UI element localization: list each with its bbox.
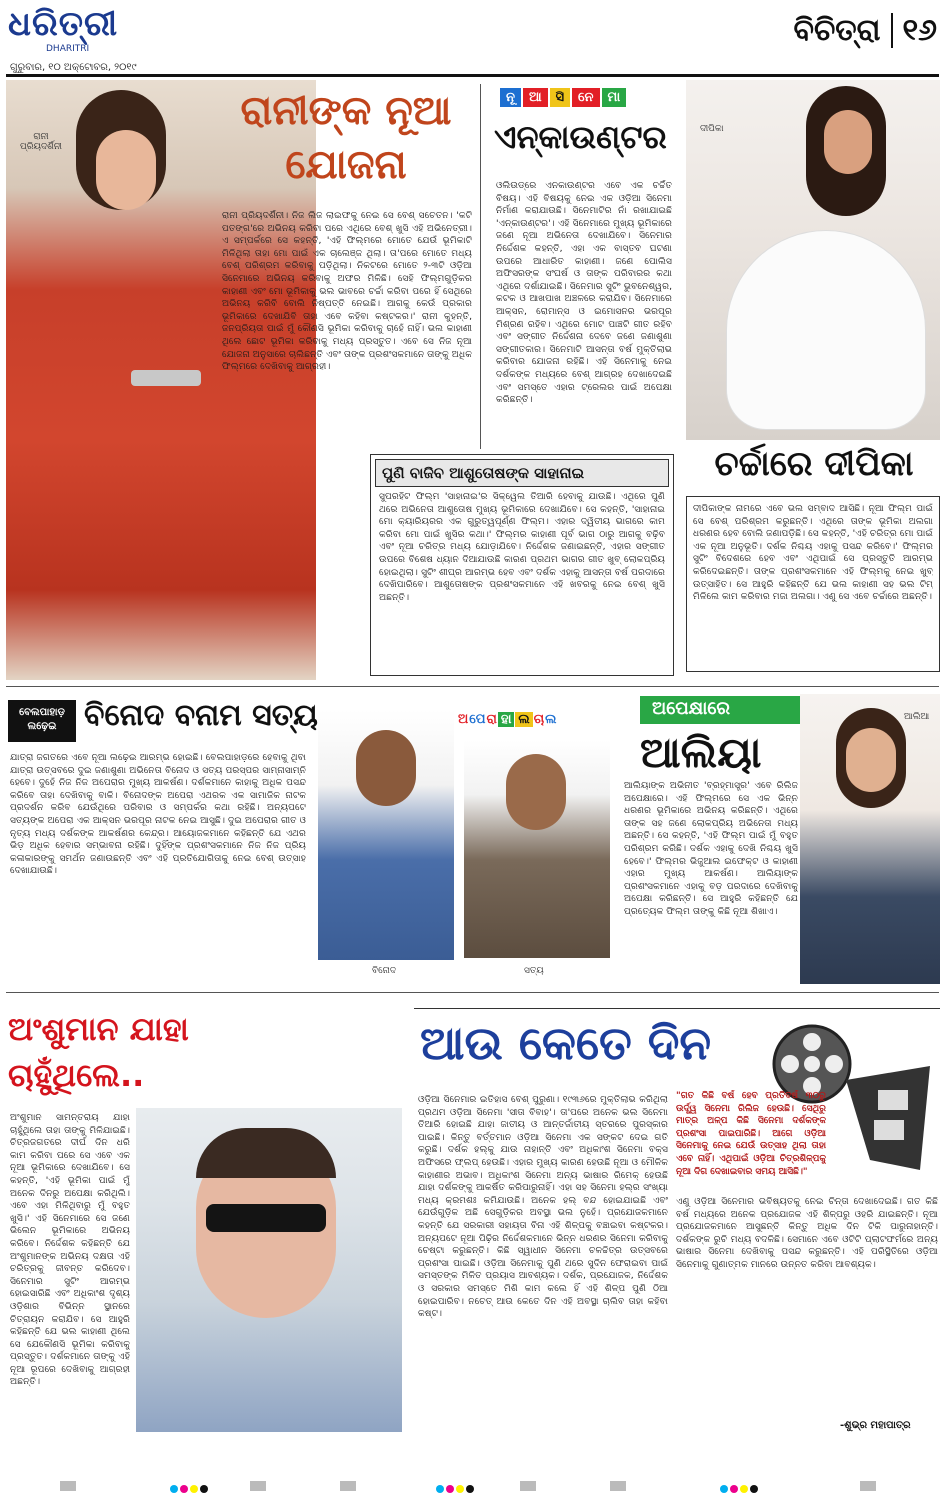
aau-body: ଓଡ଼ିଆ ସିନେମାର ଇତିହାସ ବେଶ୍ ପୁରୁଣା। ୧୯୩୬ରେ ମୁକ୍ତିଲାଭ କରିଥିଲା ପ୍ରଥମ ଓଡ଼ିଆ ସିନେମା 'ସୀତା ବିବାହ'। ତା'ପରେ ଅନେକ ଭଲ ସିନେମା ତିଆରି ହୋଇଛି ଯାହା ଜାତୀୟ ଓ ଆନ୍ତର୍ଜାତୀୟ ସ୍ତରରେ ପୁରସ୍କାର ପାଇଛି। କିନ୍ତୁ ବର୍ତ୍ତମାନ ଓଡ଼ିଆ ସିନେମା ଏକ ସଙ୍କଟ ଦେଇ ଗତି କରୁଛି। ଦର୍ଶକ ହଲ୍‌କୁ ଯାଉ ନାହାନ୍ତି ଏବଂ ଅଧିକାଂଶ ସିନେମା ବକ୍ସ ଅଫିସରେ ଫ୍ଲପ୍ ହେଉଛି। ଏହାର ମୁଖ୍ୟ କାରଣ ହେଉଛି ନୂଆ ଓ ମୌଳିକ କାହାଣୀର ଅଭାବ। ଅଧିକାଂଶ ସିନେମା ଅନ୍ୟ ଭାଷାର ରିମେକ୍ ହେଉଛି ଯାହା ଦର୍ଶକଙ୍କୁ ଆକର୍ଷିତ କରିପାରୁନାହିଁ। ଏହା ସହ ସିନେମା ହଲ୍‌ର ସଂଖ୍ୟା ମଧ୍ୟ କ୍ରମଶଃ କମିଯାଉଛି। ଅନେକ ହଲ୍ ବନ୍ଦ ହୋଇଯାଇଛି ଏବଂ ଯେଉଁଗୁଡ଼ିକ ଅଛି ସେଗୁଡ଼ିକର ଅବସ୍ଥା ଭଲ ନୁହେଁ। ପ୍ରଯୋଜକମାନେ କହନ୍ତି ଯେ ସରକାରୀ ସହାୟତା ବିନା ଏହି ଶିଳ୍ପକୁ ବଞ୍ଚାଇବା କଷ୍ଟକର। ଅନ୍ୟପଟେ ନୂଆ ପିଢ଼ିର ନିର୍ଦ୍ଦେଶକମାନେ ଭିନ୍ନ ଧରଣର ସିନେମା କରିବାକୁ ଚେଷ୍ଟା କରୁଛନ୍ତି। କିଛି ସ୍ୱାଧୀନ ସିନେମା ଚଳଚ୍ଚିତ୍ର ଉତ୍ସବରେ ପ୍ରଶଂସା ପାଇଛି। ଓଡ଼ିଆ ସିନେମାକୁ ପୁଣି ଥରେ ସୁଦିନ ଫେରାଇବା ପାଇଁ ସମସ୍ତଙ୍କ ମିଳିତ ପ୍ରୟାସ ଆବଶ୍ୟକ। ଦର୍ଶକ, ପ୍ରଯୋଜକ, ନିର୍ଦ୍ଦେଶକ ଓ ସରକାର ସମସ୍ତେ ମିଶି କାମ କଲେ ହିଁ ଏହି ଶିଳ୍ପ ପୁଣି ଠିଆ ହୋଇପାରିବ। ନଚେତ୍ ଆଉ କେତେ ଦିନ ଏହି ଅବସ୍ଥା ଚାଲିବ ତାହା କହିବା କଷ୍ଟ।: [418, 1094, 668, 1320]
anshuman-headline: [8, 1006, 298, 1098]
dateline: ଗୁରୁବାର, ୧୦ ଅକ୍ଟୋବର, ୨୦୧୯: [10, 62, 137, 73]
rani-headline-line2: ଯୋଜନା: [285, 142, 407, 188]
opera-letter: ଲ: [545, 712, 557, 727]
satya-photo: [464, 740, 610, 958]
belpahad-tag-text: ବେଲପାହାଡ଼ ଲଢ଼େଇ: [19, 707, 65, 732]
anshuman-headline-line2: ଚାହୁଁଥିଲେ..: [8, 1056, 145, 1094]
logo-text: ଧରିତ୍ରୀ: [8, 4, 119, 44]
ashutosh-headline: ପୁଣି ବାଜିବ ଆଶୁତୋଷଙ୍କ ସାହାନାଇ: [375, 459, 669, 487]
alia-photo: [800, 694, 940, 984]
jatra-body: ଯାତ୍ରା ଜଗତରେ ଏବେ ନୂଆ ଲଢ଼େଇ ଆରମ୍ଭ ହୋଇଛି। ବେଲପାହାଡ଼ରେ ହେବାକୁ ଥିବା ଯାତ୍ରା ଉତ୍ସବରେ ଦୁଇ ଜଣାଶୁଣା ଅଭିନେତା ବିନୋଦ ଓ ସତ୍ୟ ପରସ୍ପର ସାମ୍ନାସାମ୍ନି ହେବେ। ଦୁହେଁ ନିଜ ନିଜ ଅପେରାର ମୁଖ୍ୟ ଆକର୍ଷଣ। ଦର୍ଶକମାନେ କାହାକୁ ଅଧିକ ପସନ୍ଦ କରିବେ ତାହା ଦେଖିବାକୁ ବାକି। ବିନୋଦଙ୍କ ଅପେରା ଏଥରକ ଏକ ସାମାଜିକ ନାଟକ ପ୍ରଦର୍ଶନ କରିବ ଯେଉଁଥିରେ ପରିବାର ଓ ସମ୍ପର୍କର କଥା ରହିଛି। ଅନ୍ୟପଟେ ସତ୍ୟଙ୍କ ଅପେରା ଏକ ଆକ୍ସନ ଭରପୂର ନାଟକ ନେଇ ଆସୁଛି। ଦୁଇ ଅପେରାର ଗୀତ ଓ ନୃତ୍ୟ ମଧ୍ୟ ଦର୍ଶକଙ୍କ ଆକର୍ଷଣର କେନ୍ଦ୍ର। ଆୟୋଜକମାନେ କହିଛନ୍ତି ଯେ ଏଥର ଭିଡ଼ ଅଧିକ ହେବାର ସମ୍ଭାବନା ରହିଛି। ଦୁହିଁଙ୍କ ପ୍ରଶଂସକମାନେ ନିଜ ନିଜ ପ୍ରିୟ କଳାକାରଙ୍କୁ ସମର୍ଥନ ଜଣାଉଛନ୍ତି ଏବଂ ଏହି ପ୍ରତିଯୋଗିତାକୁ ନେଇ ବେଶ୍ ଉତ୍ସାହ ଦେଖାଯାଉଛି।: [10, 752, 306, 877]
jatra-headline: ବିନୋଦ ବନାମ ସତ୍ୟ: [84, 698, 318, 733]
opera-letter: ପେ: [469, 712, 486, 727]
deepika-photo: [686, 80, 940, 440]
aau-quote: "ଗତ କିଛି ବର୍ଷ ହେବ ପ୍ରତିବର୍ଷ ୩୦ରୁ ଉର୍ଦ୍ଧ୍ୱ ସିନେମା ରିଲିଜ ହେଉଛି। ସେଥିରୁ ମାତ୍ର ଅଳ୍ପ କିଛି ସିନେମା ଦର୍ଶକଙ୍କ ପ୍ରଶଂସା ପାଇପାରିଛି। ଆଗେ ଓଡ଼ିଆ ସିନେମାକୁ ନେଇ ଯେଉଁ ଉତ୍ସାହ ଥିଲା ତାହା ଏବେ ନାହିଁ। ଏଥିପାଇଁ ଓଡ଼ିଆ ଚିତ୍ରଶିଳ୍ପକୁ ନୂଆ ଦିଗ ଦେଖାଇବାର ସମୟ ଆସିଛି।": [676, 1091, 826, 1177]
section-name: ବିଚିତ୍ରା: [793, 12, 881, 48]
binod-caption: ବିନୋଦ: [372, 966, 397, 976]
page-number: ୧୬: [891, 13, 937, 48]
top-rule: [6, 74, 939, 77]
section-header: [727, 8, 937, 52]
tag-letter: ନେ: [572, 88, 599, 107]
column-rule: [480, 84, 481, 449]
rani-headline: [216, 84, 476, 192]
print-registration-strip: [0, 1470, 945, 1497]
deepika-body: ଦୀପିକାଙ୍କ ନାମରେ ଏବେ ଭଲ ସମ୍ବାଦ ଆସିଛି। ନୂଆ ଫିଲ୍ମ ପାଇଁ ସେ ବେଶ୍ ପରିଶ୍ରମ କରୁଛନ୍ତି। ଏଥିରେ ତାଙ୍କ ଭୂମିକା ଅଲଗା ଧରଣର ହେବ ବୋଲି ଜଣାପଡ଼ିଛି। ସେ କହନ୍ତି, 'ଏହି ଚରିତ୍ର ମୋ ପାଇଁ ଏକ ନୂଆ ଅନୁଭୂତି। ଦର୍ଶକ ନିଶ୍ଚୟ ଏହାକୁ ପସନ୍ଦ କରିବେ।' ଫିଲ୍ମର ସୁଟିଂ ବିଦେଶରେ ହେବ ଏବଂ ଏଥିପାଇଁ ସେ ପ୍ରସ୍ତୁତି ଆରମ୍ଭ କରିଦେଇଛନ୍ତି। ତାଙ୍କ ପ୍ରଶଂସକମାନେ ଏହି ଫିଲ୍ମକୁ ନେଇ ଖୁବ୍ ଉତ୍ସାହିତ। ସେ ଆହୁରି କହିଛନ୍ତି ଯେ ଭଲ କାହାଣୀ ସହ ଭଲ ଟିମ୍ ମିଳିଲେ କାମ କରିବାର ମଜା ଅଲଗା। ଏଣୁ ସେ ଏବେ ଚର୍ଚ୍ଚାରେ ଅଛନ୍ତି।: [693, 503, 933, 603]
deepika-caption: ଦୀପିକା: [700, 124, 724, 134]
section-divider: [6, 686, 939, 687]
newspaper-logo: [8, 4, 158, 73]
aau-byline: -ଶୁଭ୍ର ମହାପାତ୍ର: [840, 1420, 911, 1431]
alia-body: ଆଲିୟାଙ୍କ ଅଭିନୀତ 'ବ୍ରହ୍ମାସ୍ତ୍ର' ଏବେ ରିଲିଜ ଅପେକ୍ଷାରେ। ଏହି ଫିଲ୍ମରେ ସେ ଏକ ଭିନ୍ନ ଧରଣର ଭୂମିକାରେ ଅଭିନୟ କରିଛନ୍ତି। ଏଥିରେ ତାଙ୍କ ସହ ଜଣେ ଲୋକପ୍ରିୟ ଅଭିନେତା ମଧ୍ୟ ଅଛନ୍ତି। ସେ କହନ୍ତି, 'ଏହି ଫିଲ୍ମ ପାଇଁ ମୁଁ ବହୁତ ପରିଶ୍ରମ କରିଛି। ଦର୍ଶକ ଏହାକୁ ଦେଖି ନିଶ୍ଚୟ ଖୁସି ହେବେ।' ଫିଲ୍ମର ଭିଜୁଆଲ ଇଫେକ୍ଟ ଓ କାହାଣୀ ଏହାର ମୁଖ୍ୟ ଆକର୍ଷଣ। ଆଲିୟାଙ୍କ ପ୍ରଶଂସକମାନେ ଏହାକୁ ବଡ଼ ପରଦାରେ ଦେଖିବାକୁ ଅପେକ୍ଷା କରିଛନ୍ତି। ସେ ଆହୁରି କହିଛନ୍ତି ଯେ ପ୍ରତ୍ୟେକ ଫିଲ୍ମ ତାଙ୍କୁ କିଛି ନୂଆ ଶିଖାଏ।: [624, 780, 798, 917]
alia-kicker: ଅପେକ୍ଷାରେ: [640, 696, 820, 724]
binod-photo: [318, 710, 454, 960]
satya-caption: ସତ୍ୟ: [524, 966, 544, 976]
anshuman-photo: [136, 1108, 402, 1432]
rani-body: ରାନୀ ପ୍ରିୟଦର୍ଶିନୀ। ନିଜ ଲିଜ ଲାଇଫକୁ ନେଇ ସେ ବେଶ୍ ସଚେତନ। 'କଟି ପତଙ୍ଗ'ରେ ଅଭିନୟ କରିବା ପରେ ଏଥିରେ ବେଶ୍ ଖୁସି ଏହି ଅଭିନେତ୍ରୀ। ଏ ସମ୍ପର୍କରେ ସେ କହନ୍ତି, 'ଏହି ଫିଲ୍ମରେ ମୋତେ ଯେଉଁ ଭୂମିକାଟି ମିଳିଥିଲା ତାହା ମୋ ପାଇଁ ଏକ ଚାଲେଞ୍ଜ ଥିଲା। ତା'ପରେ ମୋତେ ମଧ୍ୟ ବେଶ୍ ପରିଶ୍ରମ କରିବାକୁ ପଡ଼ିଥିଲା। ନିକଟରେ ମୋତେ ୨-୩ଟି ଓଡ଼ିଆ ସିନେମାରେ ଅଭିନୟ କରିବାକୁ ଅଫର ମିଳିଛି। ସେହି ଫିଲ୍ମଗୁଡ଼ିକର କାହାଣୀ ଏବଂ ମୋ ଭୂମିକାକୁ ଭଲ ଭାବରେ ଚର୍ଚ୍ଚା କରିବା ପରେ ହିଁ ସେଥିରେ ଅଭିନୟ କରିବି ବୋଲି ନିଷ୍ପତ୍ତି ନେଇଛି। ଆଗକୁ କେଉଁ ପ୍ରକାର ଭୂମିକାରେ ଦେଖାଯିବି ତାହା ଏବେ କହିବା କଷ୍ଟକର।' ରାନୀ କୁହନ୍ତି, ଜନପ୍ରିୟତା ପାଇଁ ମୁଁ କୌଣସି ଭୂମିକା କରିବାକୁ ଚାହେଁ ନାହିଁ। ଭଲ କାହାଣୀ ଥିଲେ ଛୋଟ ଭୂମିକା କରିବାକୁ ମଧ୍ୟ ପ୍ରସ୍ତୁତ। ଏବେ ସେ ନିଜ ନୂଆ ଯୋଜନା ଅନୁସାରେ ଚାଲିଛନ୍ତି ଏବଂ ତାଙ୍କ ପ୍ରଶଂସକମାନେ ତାଙ୍କୁ ଅଧିକ ଫିଲ୍ମରେ ଦେଖିବାକୁ ଆଗ୍ରହୀ।: [222, 210, 472, 373]
encounter-headline: ଏନ୍‌କାଉଣ୍ଟର: [494, 118, 667, 156]
opera-letter: ଲ: [515, 712, 532, 727]
deepika-text-box: [686, 496, 940, 672]
logo-subtitle: DHARITRI: [46, 44, 90, 54]
opera-halchal-tag: [458, 712, 556, 727]
opera-letter: ଅ: [458, 712, 469, 727]
opera-letter: ରା: [486, 712, 497, 727]
anshuman-headline-line1: ଅଂଶୁମାନ ଯାହା: [8, 1010, 189, 1048]
deepika-headline: ଚର୍ଚ୍ଚାରେ ଦୀପିକା: [714, 444, 914, 484]
encounter-body: ଓଲିଉଡ୍‌ରେ ଏନକାଉଣ୍ଟର ଏବେ ଏକ ଚର୍ଚ୍ଚିତ ବିଷୟ। ଏହି ବିଷୟକୁ ନେଇ ଏକ ଓଡ଼ିଆ ସିନେମା ନିର୍ମାଣ କରାଯାଉଛି। ସିନେମାଟିର ନାଁ ରଖାଯାଇଛି 'ଏନ୍‌କାଉଣ୍ଟର'। ଏହି ସିନେମାରେ ମୁଖ୍ୟ ଭୂମିକାରେ ଜଣେ ନୂଆ ଅଭିନେତା ଦେଖାଯିବେ। ସିନେମାର ନିର୍ଦ୍ଦେଶକ କହନ୍ତି, ଏହା ଏକ ବାସ୍ତବ ଘଟଣା ଉପରେ ଆଧାରିତ କାହାଣୀ। ଜଣେ ପୋଲିସ ଅଫିସରଙ୍କ ସଂଘର୍ଷ ଓ ତାଙ୍କ ପରିବାରର କଥା ଏଥିରେ ଦର୍ଶାଯାଇଛି। ସିନେମାର ସୁଟିଂ ଭୁବନେଶ୍ୱର, କଟକ ଓ ଆଖପାଖ ଅଞ୍ଚଳରେ କରାଯିବ। ସିନେମାରେ ଆକ୍ସନ, ରୋମାନ୍ସ ଓ ଇମୋସନର ଭରପୂର ମିଶ୍ରଣ ରହିବ। ଏଥିରେ ମୋଟ ପାଞ୍ଚଟି ଗୀତ ରହିବ ଏବଂ ସଙ୍ଗୀତ ନିର୍ଦ୍ଦେଶନା ଦେବେ ଜଣେ ଜଣାଶୁଣା ସଙ୍ଗୀତକାର। ସିନେମାଟି ଆସନ୍ତା ବର୍ଷ ମୁକ୍ତିଲାଭ କରିବାର ଯୋଜନା ରହିଛି। ଏହି ସିନେମାକୁ ନେଇ ଦର୍ଶକଙ୍କ ମଧ୍ୟରେ ବେଶ୍ ଆଗ୍ରହ ଦେଖାଦେଇଛି ଏବଂ ସମସ୍ତେ ଏହାର ଟ୍ରେଲର ପାଇଁ ଅପେକ୍ଷା କରିଛନ୍ତି।: [496, 180, 672, 406]
anshuman-body: ଅଂଶୁମାନ ସାମନ୍ତରାୟ ଯାହା ଚାହୁଁଥିଲେ ତାହା ତାଙ୍କୁ ମିଳିଯାଇଛି। ଚିତ୍ରଜଗତରେ ଦୀର୍ଘ ଦିନ ଧରି କାମ କରିବା ପରେ ସେ ଏବେ ଏକ ନୂଆ ଭୂମିକାରେ ଦେଖାଯିବେ। ସେ କହନ୍ତି, 'ଏହି ଭୂମିକା ପାଇଁ ମୁଁ ଅନେକ ଦିନରୁ ଅପେକ୍ଷା କରିଥିଲି। ଏବେ ଏହା ମିଳିଥିବାରୁ ମୁଁ ବହୁତ ଖୁସି।' ଏହି ସିନେମାରେ ସେ ଜଣେ ଭିଲେନ ଭୂମିକାରେ ଅଭିନୟ କରିବେ। ନିର୍ଦ୍ଦେଶକ କହିଛନ୍ତି ଯେ ଅଂଶୁମାନଙ୍କ ଅଭିନୟ ଦକ୍ଷତା ଏହି ଚରିତ୍ରକୁ ଜୀବନ୍ତ କରିଦେବ। ସିନେମାର ସୁଟିଂ ଆରମ୍ଭ ହୋଇସାରିଛି ଏବଂ ଅଧିକାଂଶ ଦୃଶ୍ୟ ଓଡ଼ିଶାର ବିଭିନ୍ନ ସ୍ଥାନରେ ଚିତ୍ରାୟନ କରାଯିବ। ସେ ଆହୁରି କହିଛନ୍ତି ଯେ ଭଲ କାହାଣୀ ଥିଲେ ସେ ଯେକୌଣସି ଭୂମିକା କରିବାକୁ ପ୍ରସ୍ତୁତ। ଦର୍ଶକମାନେ ତାଙ୍କୁ ଏହି ନୂଆ ରୂପରେ ଦେଖିବାକୁ ଆଗ୍ରହୀ ଅଛନ୍ତି।: [10, 1112, 130, 1388]
opera-letter: ହା: [498, 712, 515, 727]
alia-headline: ଆଲିୟା: [640, 728, 762, 777]
tag-letter: ସି: [550, 88, 570, 107]
tag-letter: ଆ: [523, 88, 548, 107]
ashutosh-box: [370, 454, 674, 676]
section-divider: [6, 992, 939, 993]
new-cinema-tag: [500, 88, 626, 107]
opera-letter: ଚା: [533, 712, 545, 727]
tag-letter: ମା: [602, 88, 627, 107]
rani-caption: ରାନୀ ପ୍ରିୟଦର୍ଶିନୀ: [19, 132, 63, 152]
aau-headline: ଆଉ କେତେ ଦିନ: [420, 1016, 712, 1070]
ashutosh-body: ସୁପରହିଟ ଫିଲ୍ମ 'ସାହାନାଇ'ର ସିକ୍ୱେଲ ତିଆରି ହେବାକୁ ଯାଉଛି। ଏଥିରେ ପୁଣି ଥରେ ଅଭିନେତା ଆଶୁତୋଷ ମୁଖ୍ୟ ଭୂମିକାରେ ଦେଖାଯିବେ। ସେ କହନ୍ତି, 'ସାହାନାଇ ମୋ କ୍ୟାରିୟରର ଏକ ଗୁରୁତ୍ୱପୂର୍ଣ୍ଣ ଫିଲ୍ମ। ଏହାର ଦ୍ୱିତୀୟ ଭାଗରେ କାମ କରିବା ମୋ ପାଇଁ ଖୁସିର କଥା।' ଫିଲ୍ମର କାହାଣୀ ପୂର୍ବ ଭାଗ ଠାରୁ ଆଗକୁ ବଢ଼ିବ ଏବଂ ନୂଆ ଚରିତ୍ର ମଧ୍ୟ ଯୋଡ଼ାଯିବେ। ନିର୍ଦ୍ଦେଶକ ଜଣାଇଛନ୍ତି, ଏହାର ସଙ୍ଗୀତ ଉପରେ ବିଶେଷ ଧ୍ୟାନ ଦିଆଯାଉଛି କାରଣ ପ୍ରଥମ ଭାଗର ଗୀତ ଖୁବ୍ ଲୋକପ୍ରିୟ ହୋଇଥିଲା। ସୁଟିଂ ଶୀଘ୍ର ଆରମ୍ଭ ହେବ ଏବଂ ଦର୍ଶକ ଏହାକୁ ଆସନ୍ତା ବର୍ଷ ପରଦାରେ ଦେଖିପାରିବେ। ଆଶୁତୋଷଙ୍କ ପ୍ରଶଂସକମାନେ ଏହି ଖବରକୁ ନେଇ ବେଶ୍ ଖୁସି ଅଛନ୍ତି।: [379, 491, 665, 603]
tag-letter: ନୂ: [500, 88, 521, 107]
alia-caption: ଆଲିଆ: [904, 712, 930, 722]
rani-headline-line1: ରାନୀଙ୍କ ନୂଆ: [240, 88, 452, 134]
belpahad-tag: [8, 700, 76, 742]
aau-body-continued: ଏଣୁ ଓଡ଼ିଆ ସିନେମାର ଭବିଷ୍ୟତକୁ ନେଇ ଚିନ୍ତା ଦେଖାଦେଇଛି। ଗତ କିଛି ବର୍ଷ ମଧ୍ୟରେ ଅନେକ ପ୍ରଯୋଜକ ଏହି ଶିଳ୍ପରୁ ଓହରି ଯାଇଛନ୍ତି। ନୂଆ ପ୍ରଯୋଜକମାନେ ଆସୁଛନ୍ତି କିନ୍ତୁ ଅଧିକ ଦିନ ଟିକି ପାରୁନାହାନ୍ତି। ଦର୍ଶକଙ୍କ ରୁଚି ମଧ୍ୟ ବଦଳିଛି। ସେମାନେ ଏବେ ଓଟିଟି ପ୍ଲାଟଫର୍ମରେ ଅନ୍ୟ ଭାଷାର ସିନେମା ଦେଖିବାକୁ ପସନ୍ଦ କରୁଛନ୍ତି। ଏହି ପରିସ୍ଥିତିରେ ଓଡ଼ିଆ ସିନେମାକୁ ଗୁଣାତ୍ମକ ମାନରେ ଉନ୍ନତ କରିବା ଆବଶ୍ୟକ।: [676, 1196, 938, 1270]
